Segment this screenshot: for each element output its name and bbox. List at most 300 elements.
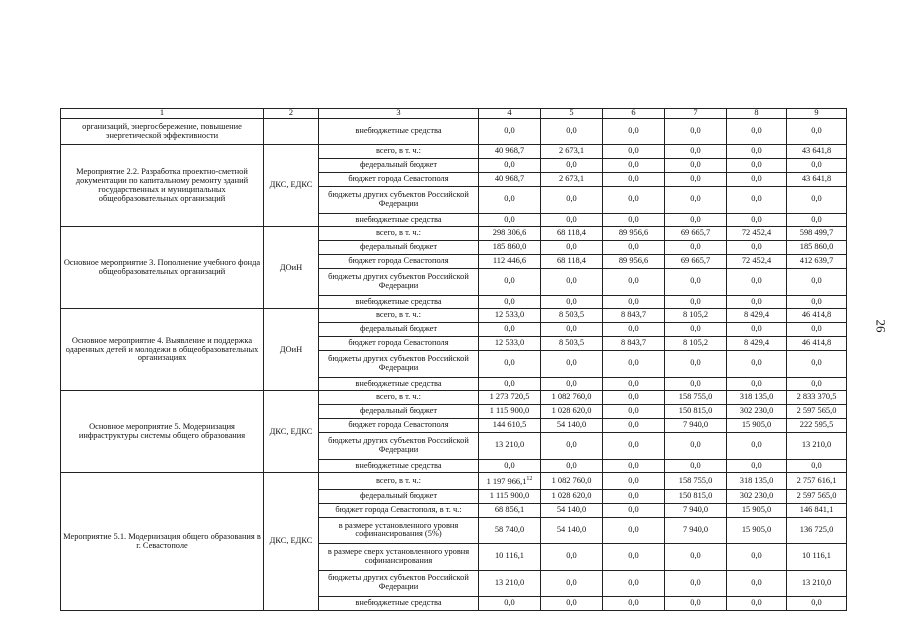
value-text: 112 446,6 (492, 256, 527, 266)
funding-source-cell: в размере сверх установленного уровня софинансирования (319, 544, 479, 570)
funding-source-cell: внебюджетные средства (319, 119, 479, 145)
value-text: 12 533,0 (494, 338, 525, 348)
value-cell (665, 473, 727, 489)
value-text: 43 641,8 (801, 174, 832, 184)
value-text: 144 610,5 (492, 420, 527, 430)
value-cell (603, 145, 665, 159)
value-text: 0,0 (566, 378, 577, 388)
header-cell: 1 (61, 109, 264, 119)
value-text: 13 210,0 (801, 577, 832, 587)
value-text: 0,0 (811, 358, 822, 368)
value-text: 54 140,0 (556, 504, 587, 514)
value-text: 0,0 (628, 406, 639, 416)
value-text: 0,0 (751, 160, 762, 170)
value-text: 40 968,7 (494, 146, 525, 156)
value-text: 0,0 (811, 324, 822, 334)
value-cell (727, 187, 787, 213)
value-text: 0,0 (628, 324, 639, 334)
value-cell (787, 173, 847, 187)
value-cell (727, 459, 787, 473)
value-cell (727, 433, 787, 459)
value-text: 8 503,5 (558, 338, 585, 348)
value-cell (541, 596, 603, 610)
value-cell (787, 459, 847, 473)
value-text: 0,0 (690, 174, 701, 184)
value-cell (727, 405, 787, 419)
header-cell: 8 (727, 109, 787, 119)
value-text: 0,0 (690, 324, 701, 334)
value-text: 0,0 (628, 490, 639, 500)
value-text: 0,0 (628, 358, 639, 368)
value-text: 0,0 (504, 358, 515, 368)
value-cell (727, 517, 787, 543)
value-text: 68 118,4 (556, 228, 586, 238)
funding-source-cell: федеральный бюджет (319, 159, 479, 173)
activity-name-cell: Основное мероприятие 3. Пополнение учебного фонда общеобразовательных организаций (61, 227, 264, 309)
value-cell (479, 570, 541, 596)
value-text: 8 105,2 (682, 338, 709, 348)
value-text: 1 082 760,0 (551, 475, 592, 485)
value-cell (787, 337, 847, 351)
value-cell (541, 187, 603, 213)
value-text: 2 673,1 (558, 174, 585, 184)
value-cell (479, 517, 541, 543)
value-cell (603, 213, 665, 227)
value-cell (479, 377, 541, 391)
value-cell (603, 119, 665, 145)
value-cell (541, 309, 603, 323)
funding-source-cell: бюджеты других субъектов Российской Федерации (319, 187, 479, 213)
value-text: 15 905,0 (741, 420, 772, 430)
value-cell (541, 145, 603, 159)
value-cell (727, 489, 787, 503)
value-cell (541, 241, 603, 255)
value-cell (727, 173, 787, 187)
value-text: 0,0 (504, 460, 515, 470)
value-cell (665, 173, 727, 187)
value-cell (727, 596, 787, 610)
value-cell (603, 227, 665, 241)
value-cell (479, 269, 541, 295)
value-cell (787, 255, 847, 269)
value-text: 0,0 (811, 276, 822, 286)
funding-source-cell: в размере установленного уровня софинансирования (5%) (319, 517, 479, 543)
value-text: 0,0 (504, 598, 515, 608)
value-text: 0,0 (566, 440, 577, 450)
value-cell (727, 391, 787, 405)
value-cell (479, 337, 541, 351)
value-cell (479, 295, 541, 309)
value-cell (665, 255, 727, 269)
value-text: 0,0 (566, 296, 577, 306)
value-text: 40 968,7 (494, 174, 525, 184)
value-text: 8 843,7 (620, 338, 647, 348)
value-text: 185 860,0 (799, 242, 834, 252)
header-cell: 9 (787, 109, 847, 119)
value-text: 318 135,0 (739, 475, 774, 485)
value-cell (479, 213, 541, 227)
value-text: 158 755,0 (678, 392, 713, 402)
value-cell (787, 119, 847, 145)
value-cell (787, 391, 847, 405)
funding-source-cell: внебюджетные средства (319, 459, 479, 473)
value-text: 0,0 (628, 420, 639, 430)
value-text: 0,0 (504, 378, 515, 388)
value-text: 13 210,0 (801, 440, 832, 450)
value-cell (479, 323, 541, 337)
value-cell (727, 337, 787, 351)
value-cell (787, 570, 847, 596)
value-cell (541, 405, 603, 419)
funding-source-cell: федеральный бюджет (319, 489, 479, 503)
value-cell (787, 213, 847, 227)
value-cell (665, 596, 727, 610)
value-cell (541, 213, 603, 227)
value-text: 7 940,0 (682, 504, 709, 514)
value-text: 8 105,2 (682, 310, 709, 320)
value-cell (787, 405, 847, 419)
value-cell (479, 255, 541, 269)
value-text: 1 115 900,0 (489, 406, 530, 416)
value-cell (787, 596, 847, 610)
funding-source-cell: бюджет города Севастополя (319, 419, 479, 433)
value-cell (603, 405, 665, 419)
value-cell (727, 213, 787, 227)
header-cell: 3 (319, 109, 479, 119)
value-text: 0,0 (628, 551, 639, 561)
value-text: 136 725,0 (799, 525, 834, 534)
value-cell (479, 173, 541, 187)
value-text: 1 115 900,0 (489, 490, 530, 500)
value-cell (787, 269, 847, 295)
value-cell (479, 433, 541, 459)
value-cell (665, 145, 727, 159)
value-text: 0,0 (566, 194, 577, 204)
value-text: 598 499,7 (799, 228, 834, 238)
value-cell (787, 377, 847, 391)
value-text: 0,0 (628, 440, 639, 450)
value-text: 0,0 (628, 378, 639, 388)
value-text: 8 503,5 (558, 310, 585, 320)
value-cell (603, 391, 665, 405)
value-text: 0,0 (628, 214, 639, 224)
value-cell (787, 241, 847, 255)
value-text: 158 755,0 (678, 475, 713, 485)
value-text: 1 082 760,0 (551, 392, 592, 402)
value-cell (665, 503, 727, 517)
value-cell (541, 489, 603, 503)
value-cell (479, 241, 541, 255)
value-cell (665, 570, 727, 596)
value-text: 0,0 (504, 194, 515, 204)
value-cell (727, 269, 787, 295)
value-text: 43 641,8 (801, 146, 832, 156)
funding-source-cell: всего, в т. ч.: (319, 309, 479, 323)
activity-name-cell: Основное мероприятие 4. Выявление и поддержка одаренных детей и молодежи в общеобразовательных организациях (61, 309, 264, 391)
value-cell (541, 544, 603, 570)
value-cell (541, 419, 603, 433)
table-row (61, 119, 847, 145)
funding-source-cell: бюджет города Севастополя (319, 173, 479, 187)
funding-source-cell: федеральный бюджет (319, 323, 479, 337)
value-text: 0,0 (811, 378, 822, 388)
value-cell (541, 173, 603, 187)
value-cell (787, 159, 847, 173)
table-body (61, 109, 847, 611)
value-text: 1 028 620,0 (551, 406, 592, 416)
value-cell (665, 119, 727, 145)
value-cell (665, 337, 727, 351)
value-text: 0,0 (504, 324, 515, 334)
value-text: 89 956,6 (618, 228, 649, 238)
value-text: 2 597 565,0 (796, 406, 837, 416)
value-text: 0,0 (628, 504, 639, 514)
table-row (61, 473, 847, 489)
value-text: 54 140,0 (556, 525, 587, 534)
value-cell (665, 323, 727, 337)
value-text: 0,0 (751, 174, 762, 184)
value-cell (603, 596, 665, 610)
funding-source-cell: бюджеты других субъектов Российской Федерации (319, 433, 479, 459)
value-cell (603, 419, 665, 433)
value-text: 8 843,7 (620, 310, 647, 320)
value-cell (479, 459, 541, 473)
value-text: 0,0 (690, 598, 701, 608)
funding-source-cell: бюджеты других субъектов Российской Федерации (319, 269, 479, 295)
value-text: 1 028 620,0 (551, 490, 592, 500)
value-cell (603, 255, 665, 269)
value-cell (727, 544, 787, 570)
value-cell (787, 544, 847, 570)
value-text: 0,0 (811, 214, 822, 224)
value-cell (603, 187, 665, 213)
value-cell (665, 309, 727, 323)
header-cell: 2 (264, 109, 319, 119)
value-cell (665, 351, 727, 377)
value-cell (665, 377, 727, 391)
value-cell (665, 544, 727, 570)
page-number: 26 (873, 319, 889, 333)
value-text: 0,0 (690, 126, 701, 136)
value-text: 2 757 616,1 (796, 475, 837, 485)
value-cell (541, 227, 603, 241)
value-cell (541, 269, 603, 295)
funding-source-cell: всего, в т. ч.: (319, 145, 479, 159)
footnote-mark: 12 (526, 475, 533, 482)
value-text: 0,0 (628, 475, 639, 485)
value-cell (727, 309, 787, 323)
value-text: 0,0 (566, 551, 577, 561)
value-text: 10 116,1 (801, 551, 831, 561)
value-text: 58 740,0 (494, 525, 525, 534)
funding-source-cell: всего, в т. ч.: (319, 391, 479, 405)
value-text: 0,0 (690, 160, 701, 170)
value-cell (727, 255, 787, 269)
funding-source-cell: бюджет города Севастополя, в т. ч.: (319, 503, 479, 517)
value-cell (541, 503, 603, 517)
value-cell (603, 309, 665, 323)
value-cell (603, 241, 665, 255)
value-text: 0,0 (628, 460, 639, 470)
value-text: 0,0 (690, 577, 701, 587)
value-text: 0,0 (751, 598, 762, 608)
value-text: 0,0 (566, 126, 577, 136)
value-text: 0,0 (690, 358, 701, 368)
value-text: 0,0 (811, 160, 822, 170)
value-cell (603, 295, 665, 309)
value-text: 0,0 (690, 214, 701, 224)
value-text: 0,0 (811, 126, 822, 136)
value-text: 0,0 (628, 276, 639, 286)
funding-source-cell: бюджет города Севастополя (319, 337, 479, 351)
value-text: 0,0 (690, 440, 701, 450)
value-cell (727, 323, 787, 337)
value-cell (787, 309, 847, 323)
value-text: 0,0 (566, 598, 577, 608)
value-text: 0,0 (811, 194, 822, 204)
value-cell (787, 351, 847, 377)
funding-source-cell: бюджеты других субъектов Российской Федерации (319, 351, 479, 377)
header-cell: 6 (603, 109, 665, 119)
value-text: 0,0 (566, 358, 577, 368)
value-cell (479, 503, 541, 517)
value-cell (603, 459, 665, 473)
value-cell (727, 473, 787, 489)
value-text: 0,0 (690, 460, 701, 470)
value-text: 7 940,0 (682, 525, 709, 534)
value-cell (603, 570, 665, 596)
value-cell (665, 241, 727, 255)
value-text: 0,0 (751, 358, 762, 368)
value-text: 0,0 (566, 276, 577, 286)
value-text: 2 597 565,0 (796, 490, 837, 500)
value-cell (603, 159, 665, 173)
value-cell (727, 241, 787, 255)
value-cell (727, 503, 787, 517)
value-text: 0,0 (628, 525, 639, 534)
value-cell (665, 213, 727, 227)
value-cell (541, 351, 603, 377)
value-text: 0,0 (751, 126, 762, 136)
value-text: 1 273 720,5 (489, 392, 530, 402)
value-cell (541, 255, 603, 269)
value-cell (603, 351, 665, 377)
value-cell (665, 433, 727, 459)
value-cell (603, 433, 665, 459)
value-text: 54 140,0 (556, 420, 587, 430)
value-cell (603, 377, 665, 391)
value-text: 89 956,6 (618, 256, 649, 266)
funding-source-cell: федеральный бюджет (319, 241, 479, 255)
value-cell (603, 269, 665, 295)
value-cell (787, 323, 847, 337)
value-text: 0,0 (690, 551, 701, 561)
value-cell (541, 119, 603, 145)
value-text: 150 815,0 (678, 490, 713, 500)
value-text: 8 429,4 (743, 338, 770, 348)
value-text: 0,0 (628, 598, 639, 608)
table-row (61, 391, 847, 405)
value-text: 72 452,4 (741, 228, 772, 238)
value-text: 69 665,7 (680, 256, 711, 266)
value-cell (787, 433, 847, 459)
value-cell (479, 227, 541, 241)
value-cell (603, 337, 665, 351)
value-cell (541, 433, 603, 459)
value-cell (603, 323, 665, 337)
value-text: 0,0 (628, 392, 639, 402)
value-text: 0,0 (628, 296, 639, 306)
value-cell (479, 187, 541, 213)
value-cell (541, 295, 603, 309)
value-cell (787, 517, 847, 543)
value-text: 15 905,0 (741, 504, 772, 514)
activity-name-cell: организаций, энергосбережение, повышение энергетической эффективности (61, 119, 264, 145)
value-cell (541, 391, 603, 405)
value-text: 302 230,0 (739, 406, 774, 416)
value-cell (727, 227, 787, 241)
executor-cell: ДОиН (264, 309, 319, 391)
value-text: 0,0 (566, 242, 577, 252)
value-text: 298 306,6 (492, 228, 527, 238)
table-row (61, 227, 847, 241)
activity-name-cell: Мероприятие 2.2. Разработка проектно-сметной документации по капитальному ремонту зданий государственных и муниципальных общеобразовательных организаций (61, 145, 264, 227)
value-text: 13 210,0 (494, 577, 525, 587)
value-text: 2 833 370,5 (796, 392, 837, 402)
value-cell (541, 323, 603, 337)
value-text: 10 116,1 (494, 551, 524, 561)
value-text: 0,0 (690, 146, 701, 156)
value-cell (665, 405, 727, 419)
value-cell (665, 419, 727, 433)
funding-source-cell: всего, в т. ч.: (319, 227, 479, 241)
value-cell (603, 473, 665, 489)
value-text: 0,0 (504, 160, 515, 170)
value-text: 0,0 (690, 296, 701, 306)
value-text: 222 595,5 (799, 420, 834, 430)
value-text: 0,0 (566, 214, 577, 224)
executor-cell: ДКС, ЕДКС (264, 391, 319, 473)
value-text: 0,0 (504, 296, 515, 306)
value-text: 69 665,7 (680, 228, 711, 238)
value-text: 302 230,0 (739, 490, 774, 500)
value-text: 0,0 (566, 324, 577, 334)
value-text: 0,0 (751, 577, 762, 587)
value-text: 12 533,0 (494, 310, 525, 320)
value-cell (541, 337, 603, 351)
value-cell (479, 309, 541, 323)
value-cell (787, 145, 847, 159)
value-cell (541, 473, 603, 489)
funding-source-cell: бюджеты других субъектов Российской Федерации (319, 570, 479, 596)
value-cell (603, 517, 665, 543)
value-text: 46 414,8 (801, 310, 832, 320)
value-text: 1 197 966,1 (486, 476, 527, 486)
value-cell (479, 405, 541, 419)
value-cell (787, 295, 847, 309)
value-text: 7 940,0 (682, 420, 709, 430)
funding-source-cell: внебюджетные средства (319, 377, 479, 391)
value-text: 150 815,0 (678, 406, 713, 416)
value-text: 0,0 (751, 378, 762, 388)
funding-source-cell: внебюджетные средства (319, 295, 479, 309)
value-cell (665, 489, 727, 503)
value-cell (479, 544, 541, 570)
value-cell (727, 159, 787, 173)
value-text: 0,0 (751, 276, 762, 286)
header-row (61, 109, 847, 119)
value-text: 412 639,7 (799, 256, 834, 266)
